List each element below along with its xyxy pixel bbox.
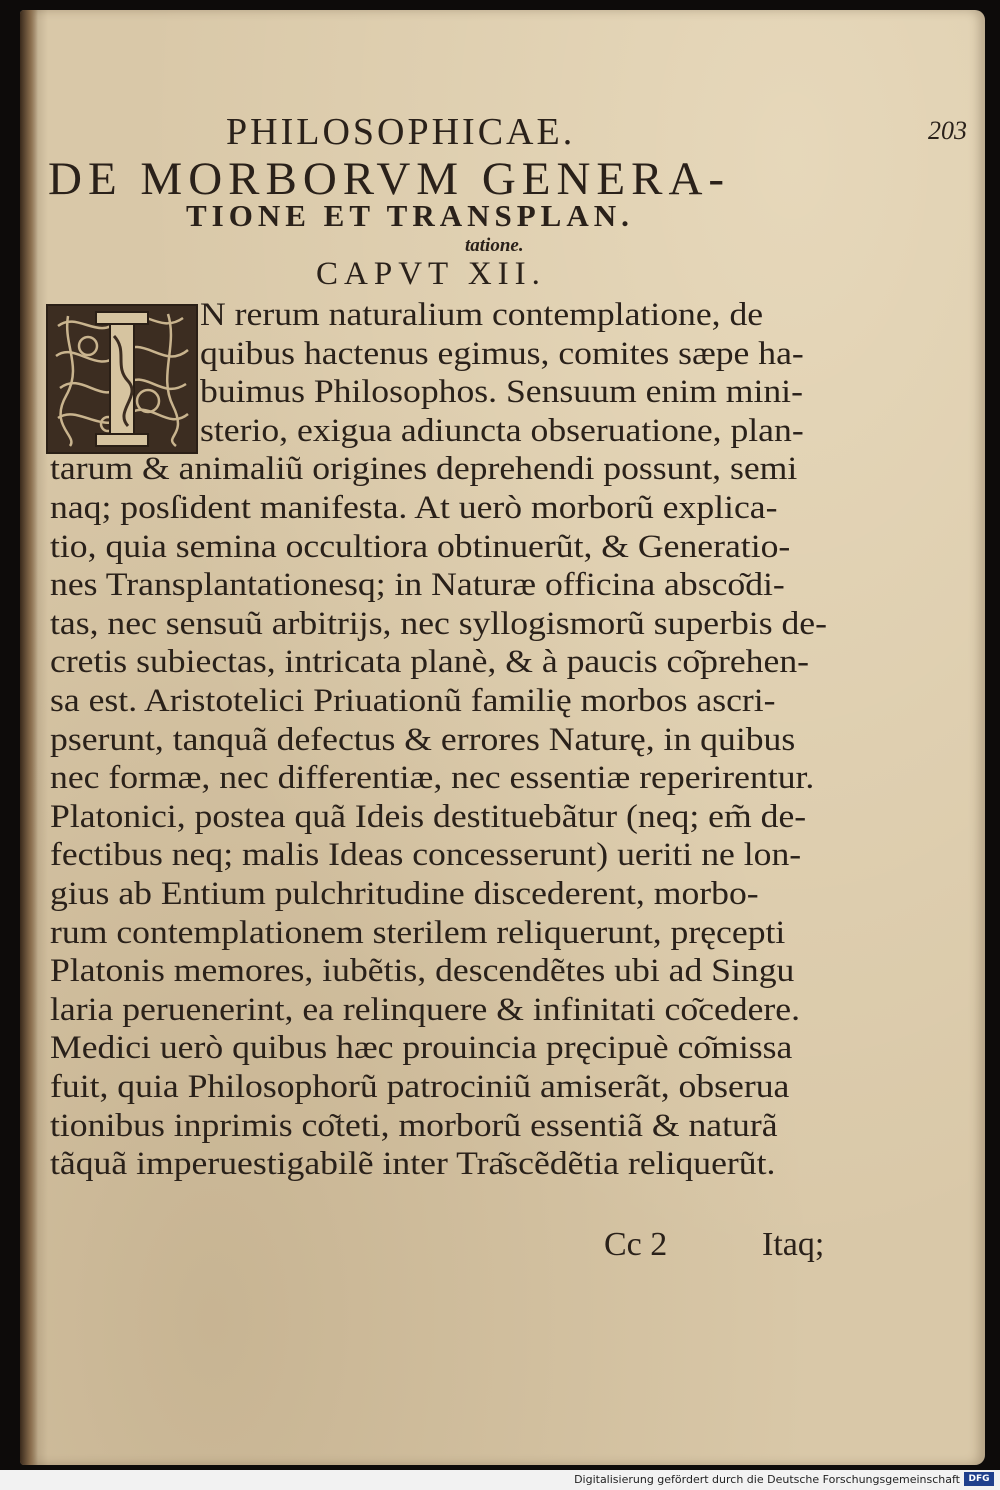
body-line: tionibus inprimis co͂teti, morborũ essentiã & naturã xyxy=(50,1107,778,1144)
body-line: gius ab Entium pulchritudine discederent, morbo- xyxy=(50,876,759,912)
dfg-logo: DFG xyxy=(964,1472,994,1486)
body-line: quibus hactenus egimus, comites sæpe ha- xyxy=(200,335,804,372)
body-line: tãquã imperuestigabilẽ inter Tra͂scẽdẽtia reliquerũt. xyxy=(50,1146,776,1183)
body-line: tio, quia semina occultiora obtinuerũt, & Generatio- xyxy=(50,528,791,565)
body-line: Platonici, postea quã Ideis destituebãtur (neq; em̃ de- xyxy=(50,798,807,835)
body-line: Medici uerò quibus hæc prouincia pręcipuè co͂missa xyxy=(50,1030,793,1067)
body-line: nes Transplantationesq; in Naturæ officina absco͂di- xyxy=(50,567,785,604)
body-line: tas, nec sensuũ arbitrijs, nec syllogismorũ superbis de- xyxy=(50,605,828,642)
decorated-initial-I xyxy=(46,304,198,454)
body-line: tarum & animaliũ origines deprehendi possunt, semi xyxy=(50,451,798,488)
body-line: naq; posſident manifesta. At uerò morborũ explica- xyxy=(50,490,778,526)
running-title: PHILOSOPHICAE. xyxy=(226,111,576,153)
chapter-heading: CAPVT XII. xyxy=(316,256,546,292)
body-line: buimus Philosophos. Sensuum enim mini- xyxy=(200,374,803,411)
body-line: N rerum naturalium contemplatione, de xyxy=(200,297,764,333)
page-number: 203 xyxy=(928,116,967,145)
chapter-title-line-3: tatione. xyxy=(465,235,524,256)
body-line: rum contemplationem sterilem reliquerunt, pręcepti xyxy=(50,914,786,951)
catchword: Itaq; xyxy=(762,1226,825,1263)
body-line: sterio, exigua adiuncta obseruatione, plan- xyxy=(200,412,804,449)
body-line: laria peruenerint, ea relinquere & infinitati co͂cedere. xyxy=(50,991,801,1028)
body-line: pserunt, tanquã defectus & errores Naturę, in quibus xyxy=(50,721,796,758)
chapter-title-line-1: DE MORBORVM GENERA- xyxy=(48,153,731,205)
signature-mark: Cc 2 xyxy=(604,1226,668,1263)
body-line: sa est. Aristotelici Priuationũ familię morbos ascri- xyxy=(50,683,776,719)
funding-credit: Digitalisierung gefördert durch die Deutsche Forschungsgemeinschaft xyxy=(574,1473,960,1486)
body-line: cretis subiectas, intricata planè, & à paucis co͂prehen- xyxy=(50,644,810,681)
page-gutter xyxy=(20,10,38,1465)
body-line: fectibus neq; malis Ideas concesserunt) ueriti ne lon- xyxy=(50,837,802,874)
body-line: Platonis memores, iubẽtis, descendẽtes ubi ad Singu xyxy=(50,953,795,990)
body-line: nec formæ, nec differentiæ, nec essentiæ reperirentur. xyxy=(50,760,815,797)
chapter-title-line-2: TIONE ET TRANSPLAN. xyxy=(186,198,634,233)
body-line: fuit, quia Philosophorũ patrociniũ amiserãt, obserua xyxy=(50,1069,790,1105)
